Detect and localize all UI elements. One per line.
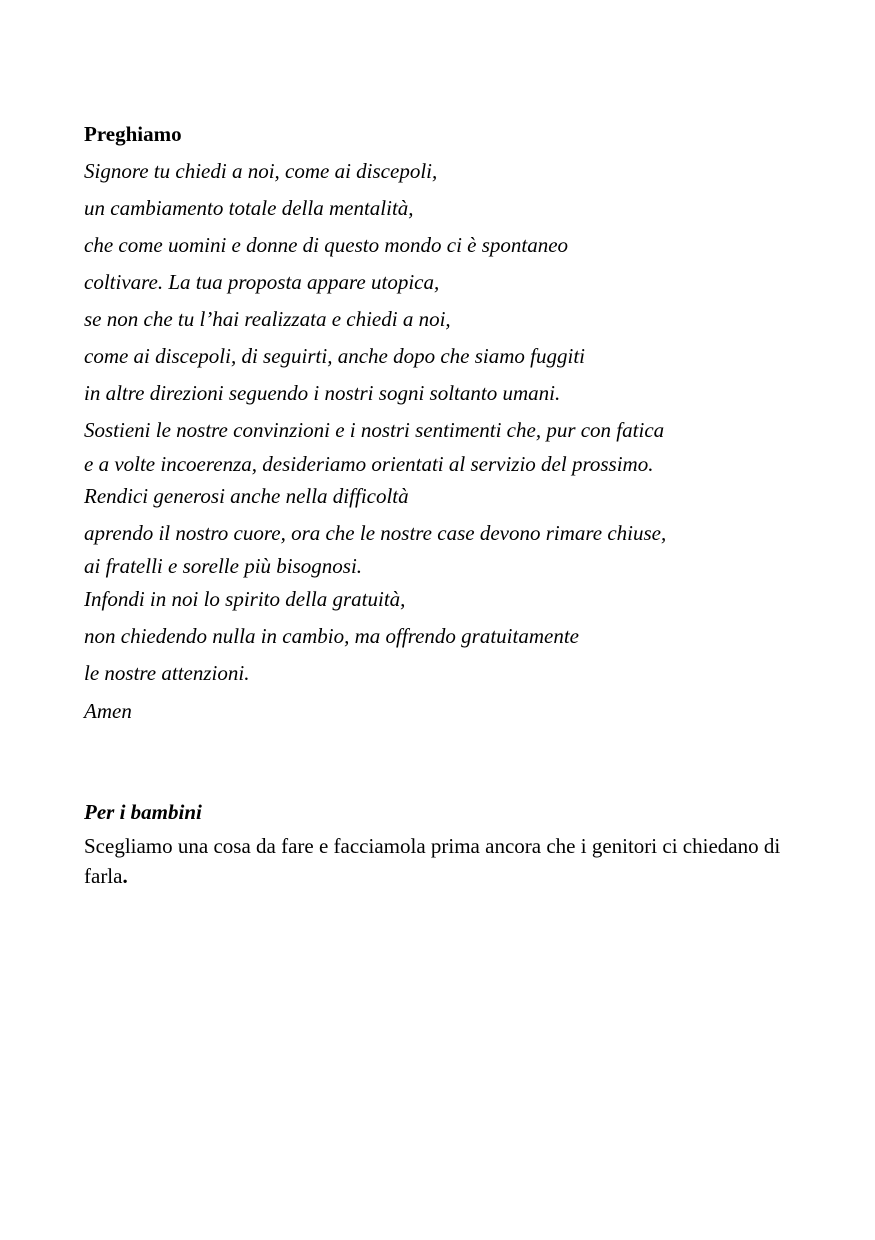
prayer-line: Infondi in noi lo spirito della gratuità,	[84, 587, 406, 611]
prayer-line: Signore tu chiedi a noi, come ai discepoli,	[84, 159, 438, 183]
children-title: Per i bambini	[84, 800, 202, 824]
prayer-line: come ai discepoli, di seguirti, anche dopo che siamo fuggiti	[84, 344, 586, 368]
prayer-line: ai fratelli e sorelle più bisognosi.	[84, 554, 363, 578]
prayer-line: in altre direzioni seguendo i nostri sogni soltanto umani.	[84, 381, 561, 405]
prayer-line: Sostieni le nostre convinzioni e i nostri sentimenti che, pur con fatica	[84, 418, 665, 442]
children-text-body: Scegliamo una cosa da fare e facciamola prima ancora che i genitori ci chiedano di farla	[84, 834, 781, 888]
children-text-period: .	[122, 864, 128, 888]
prayer-line: Amen	[84, 699, 132, 723]
prayer-line: non chiedendo nulla in cambio, ma offrendo gratuitamente	[84, 624, 579, 648]
prayer-line: le nostre attenzioni.	[84, 661, 250, 685]
prayer-line: e a volte incoerenza, desideriamo orientati al servizio del prossimo.	[84, 452, 654, 476]
prayer-line: Rendici generosi anche nella difficoltà	[84, 484, 409, 508]
children-text	[84, 831, 804, 891]
prayer-title: Preghiamo	[84, 122, 182, 146]
prayer-line: un cambiamento totale della mentalità,	[84, 196, 414, 220]
prayer-line: aprendo il nostro cuore, ora che le nostre case devono rimare chiuse,	[84, 521, 667, 545]
prayer-line: che come uomini e donne di questo mondo ci è spontaneo	[84, 233, 569, 257]
prayer-line: se non che tu l’hai realizzata e chiedi a noi,	[84, 307, 451, 331]
prayer-line: coltivare. La tua proposta appare utopica,	[84, 270, 440, 294]
